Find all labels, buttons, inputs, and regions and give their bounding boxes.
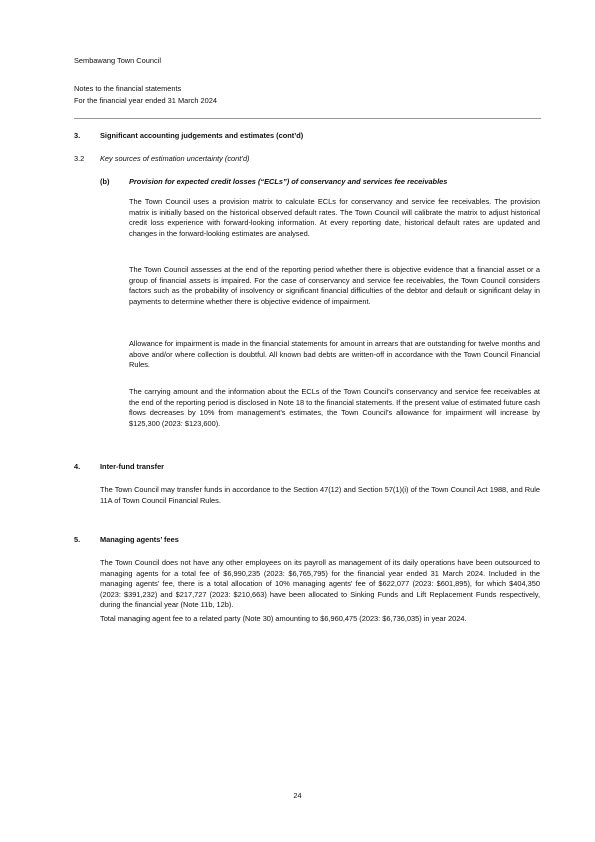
notes-title: Notes to the financial statements — [74, 84, 182, 93]
managing-agents-paragraph-1: The Town Council does not have any other employees on its payroll as management of its daily operations have been outsourced to managing agents for a total fee of $6,990,235 (2023: $6,765,795) for the financial year ended 31 March 2024. Included in the managing agents’ fee, there is a total allocation of 10% managing agents’ fee of $622,077 (2023: $601,895), for which $404,350 (2023: $391,232) and $217,727 (2023: $210,663) have been allocated to Sinking Funds and Lift Replacement Funds respectively, during the financial year (Note 11b, 12b). — [100, 558, 540, 610]
section-4-title: Inter-fund transfer — [100, 462, 165, 471]
ecl-paragraph-3: Allowance for impairment is made in the financial statements for amount in arrears that are outstanding for twelve months and above and/or where collection is doubtful. All known bad debts are written-off in accordance with the Town Council Financial Rules. — [129, 339, 540, 370]
header-divider — [74, 118, 541, 119]
ecl-paragraph-4: The carrying amount and the information about the ECLs of the Town Council’s conservancy and service fee receivables at the end of the reporting period is disclosed in Note 18 to the financial statements. If the present value of estimated future cash flows decreases by 10% from management’s estimates, the Town Council’s allowance for impairment will increase by $125,300 (2023: $123,600). — [129, 387, 540, 428]
page-number: 24 — [293, 791, 302, 800]
ecl-paragraph-1: The Town Council uses a provision matrix to calculate ECLs for conservancy and service fee receivables. The provision matrix is initially based on the historical observed default rates. The Town Council will calibrate the matrix to adjust historical credit loss experience with forward-looking information. At every reporting date, historical default rates are updated and changes in the forward-looking estimates are analysed. — [129, 197, 540, 238]
section-5-number: 5. — [74, 535, 81, 544]
section-3-title: Significant accounting judgements and estimates (cont’d) — [100, 131, 304, 140]
period-line: For the financial year ended 31 March 2024 — [74, 96, 217, 105]
section-4-number: 4. — [74, 462, 81, 471]
organization-name: Sembawang Town Council — [74, 56, 161, 65]
section-5-title: Managing agents’ fees — [100, 535, 179, 544]
section-3-number: 3. — [74, 131, 81, 140]
item-b-title: Provision for expected credit losses (“ECLs”) of conservancy and services fee receivables — [129, 177, 448, 186]
subsection-3-2-number: 3.2 — [74, 154, 85, 163]
ecl-paragraph-2: The Town Council assesses at the end of the reporting period whether there is objective evidence that a financial asset or a group of financial assets is impaired. For the case of conservancy and service fee receivables, the Town Council considers factors such as the probability of insolvency or significant financial difficulties of the debtor and default or significant delay in payments to determine whether there is objective evidence of impairment. — [129, 265, 540, 306]
subsection-3-2-title: Key sources of estimation uncertainty (cont’d) — [100, 154, 250, 163]
inter-fund-paragraph: The Town Council may transfer funds in accordance to the Section 47(12) and Section 57(1)(i) of the Town Council Act 1988, and Rule 11A of Town Council Financial Rules. — [100, 485, 540, 505]
item-b-label: (b) — [100, 177, 110, 186]
managing-agents-paragraph-2: Total managing agent fee to a related party (Note 30) amounting to $6,960,475 (2023: $6,736,035) in year 2024. — [100, 614, 467, 623]
